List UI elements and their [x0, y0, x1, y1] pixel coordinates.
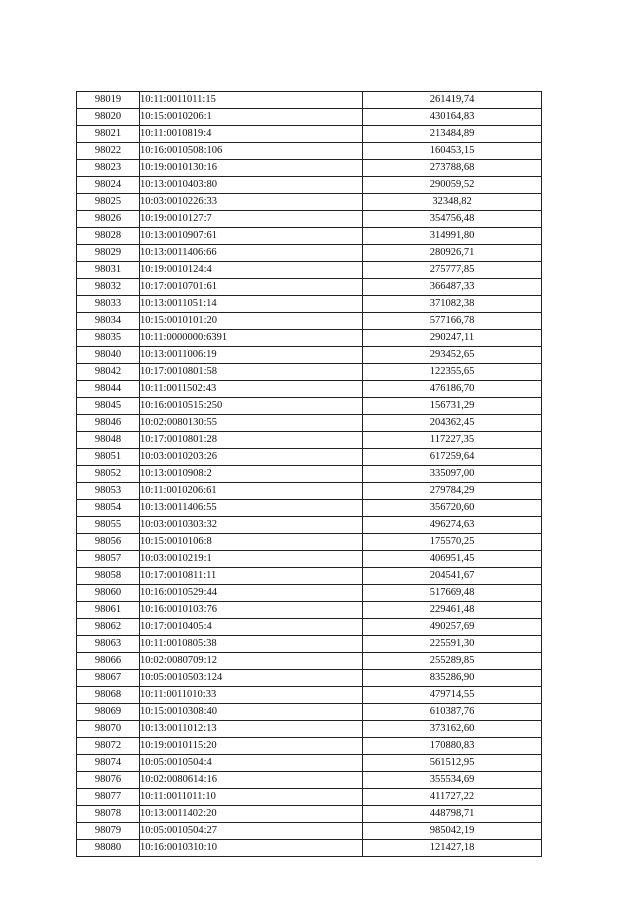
table-row	[77, 840, 542, 857]
table-row	[77, 415, 542, 432]
row-number-cell: 98026	[77, 211, 140, 228]
amount-cell: 290059,52	[363, 177, 542, 194]
cadastral-code-cell: 10:16:0010103:76	[140, 602, 363, 619]
cadastral-code-cell: 10:16:0010310:10	[140, 840, 363, 857]
row-number-cell: 98077	[77, 789, 140, 806]
cadastral-code-cell: 10:11:0000000:6391	[140, 330, 363, 347]
cadastral-code-cell: 10:17:0010701:61	[140, 279, 363, 296]
table-row	[77, 551, 542, 568]
amount-cell: 175570,25	[363, 534, 542, 551]
table-row	[77, 194, 542, 211]
row-number-cell: 98063	[77, 636, 140, 653]
row-number-cell: 98080	[77, 840, 140, 857]
row-number-cell: 98034	[77, 313, 140, 330]
amount-cell: 610387,76	[363, 704, 542, 721]
amount-cell: 293452,65	[363, 347, 542, 364]
table-row	[77, 755, 542, 772]
table-row	[77, 160, 542, 177]
row-number-cell: 98072	[77, 738, 140, 755]
cadastral-code-cell: 10:17:0010405:4	[140, 619, 363, 636]
cadastral-code-cell: 10:16:0010515:250	[140, 398, 363, 415]
cadastral-code-cell: 10:03:0010219:1	[140, 551, 363, 568]
row-number-cell: 98074	[77, 755, 140, 772]
row-number-cell: 98019	[77, 92, 140, 109]
cadastral-code-cell: 10:13:0011402:20	[140, 806, 363, 823]
row-number-cell: 98046	[77, 415, 140, 432]
row-number-cell: 98025	[77, 194, 140, 211]
row-number-cell: 98069	[77, 704, 140, 721]
cadastral-code-cell: 10:13:0010403:80	[140, 177, 363, 194]
table-row	[77, 211, 542, 228]
cadastral-code-cell: 10:03:0010203:26	[140, 449, 363, 466]
amount-cell: 280926,71	[363, 245, 542, 262]
amount-cell: 255289,85	[363, 653, 542, 670]
table-row	[77, 636, 542, 653]
table-row	[77, 670, 542, 687]
table-row	[77, 279, 542, 296]
row-number-cell: 98070	[77, 721, 140, 738]
row-number-cell: 98076	[77, 772, 140, 789]
register-table	[76, 91, 542, 857]
table-row	[77, 296, 542, 313]
cadastral-code-cell: 10:19:0010130:16	[140, 160, 363, 177]
table-row	[77, 466, 542, 483]
cadastral-code-cell: 10:13:0011406:55	[140, 500, 363, 517]
row-number-cell: 98028	[77, 228, 140, 245]
table-row	[77, 721, 542, 738]
row-number-cell: 98048	[77, 432, 140, 449]
cadastral-code-cell: 10:11:0011011:15	[140, 92, 363, 109]
cadastral-code-cell: 10:19:0010124:4	[140, 262, 363, 279]
amount-cell: 170880,83	[363, 738, 542, 755]
row-number-cell: 98062	[77, 619, 140, 636]
row-number-cell: 98044	[77, 381, 140, 398]
row-number-cell: 98020	[77, 109, 140, 126]
amount-cell: 561512,95	[363, 755, 542, 772]
cadastral-code-cell: 10:19:0010115:20	[140, 738, 363, 755]
row-number-cell: 98045	[77, 398, 140, 415]
table-row	[77, 585, 542, 602]
row-number-cell: 98061	[77, 602, 140, 619]
row-number-cell: 98068	[77, 687, 140, 704]
cadastral-code-cell: 10:15:0010101:20	[140, 313, 363, 330]
table-row	[77, 143, 542, 160]
row-number-cell: 98029	[77, 245, 140, 262]
cadastral-code-cell: 10:13:0010908:2	[140, 466, 363, 483]
amount-cell: 204541,67	[363, 568, 542, 585]
amount-cell: 517669,48	[363, 585, 542, 602]
row-number-cell: 98042	[77, 364, 140, 381]
amount-cell: 314991,80	[363, 228, 542, 245]
row-number-cell: 98058	[77, 568, 140, 585]
amount-cell: 160453,15	[363, 143, 542, 160]
row-number-cell: 98051	[77, 449, 140, 466]
cadastral-code-cell: 10:17:0010801:58	[140, 364, 363, 381]
amount-cell: 985042,19	[363, 823, 542, 840]
amount-cell: 406951,45	[363, 551, 542, 568]
table-row	[77, 687, 542, 704]
cadastral-code-cell: 10:05:0010504:4	[140, 755, 363, 772]
row-number-cell: 98066	[77, 653, 140, 670]
cadastral-code-cell: 10:02:0080130:55	[140, 415, 363, 432]
row-number-cell: 98032	[77, 279, 140, 296]
row-number-cell: 98022	[77, 143, 140, 160]
row-number-cell: 98057	[77, 551, 140, 568]
table-row	[77, 534, 542, 551]
cadastral-code-cell: 10:11:0010819:4	[140, 126, 363, 143]
cadastral-code-cell: 10:03:0010226:33	[140, 194, 363, 211]
table-row	[77, 500, 542, 517]
cadastral-code-cell: 10:13:0010907:61	[140, 228, 363, 245]
cadastral-code-cell: 10:13:0011012:13	[140, 721, 363, 738]
table-row	[77, 398, 542, 415]
row-number-cell: 98078	[77, 806, 140, 823]
cadastral-code-cell: 10:02:0080709:12	[140, 653, 363, 670]
table-row	[77, 823, 542, 840]
table-row	[77, 364, 542, 381]
amount-cell: 204362,45	[363, 415, 542, 432]
amount-cell: 275777,85	[363, 262, 542, 279]
amount-cell: 835286,90	[363, 670, 542, 687]
amount-cell: 261419,74	[363, 92, 542, 109]
table-row	[77, 517, 542, 534]
amount-cell: 279784,29	[363, 483, 542, 500]
amount-cell: 479714,55	[363, 687, 542, 704]
amount-cell: 617259,64	[363, 449, 542, 466]
row-number-cell: 98035	[77, 330, 140, 347]
amount-cell: 273788,68	[363, 160, 542, 177]
cadastral-code-cell: 10:11:0010805:38	[140, 636, 363, 653]
amount-cell: 356720,60	[363, 500, 542, 517]
amount-cell: 355534,69	[363, 772, 542, 789]
amount-cell: 373162,60	[363, 721, 542, 738]
amount-cell: 117227,35	[363, 432, 542, 449]
amount-cell: 354756,48	[363, 211, 542, 228]
cadastral-code-cell: 10:11:0011011:10	[140, 789, 363, 806]
cadastral-code-cell: 10:17:0010801:28	[140, 432, 363, 449]
cadastral-code-cell: 10:05:0010503:124	[140, 670, 363, 687]
amount-cell: 335097,00	[363, 466, 542, 483]
table-row	[77, 483, 542, 500]
row-number-cell: 98052	[77, 466, 140, 483]
table-row	[77, 313, 542, 330]
cadastral-code-cell: 10:11:0011010:33	[140, 687, 363, 704]
cadastral-code-cell: 10:19:0010127:7	[140, 211, 363, 228]
table-row	[77, 126, 542, 143]
table-row	[77, 449, 542, 466]
row-number-cell: 98060	[77, 585, 140, 602]
amount-cell: 577166,78	[363, 313, 542, 330]
cadastral-code-cell: 10:02:0080614:16	[140, 772, 363, 789]
amount-cell: 490257,69	[363, 619, 542, 636]
cadastral-code-cell: 10:15:0010106:8	[140, 534, 363, 551]
table-row	[77, 245, 542, 262]
row-number-cell: 98053	[77, 483, 140, 500]
table-row	[77, 653, 542, 670]
row-number-cell: 98054	[77, 500, 140, 517]
row-number-cell: 98021	[77, 126, 140, 143]
cadastral-code-cell: 10:05:0010504:27	[140, 823, 363, 840]
amount-cell: 366487,33	[363, 279, 542, 296]
cadastral-code-cell: 10:11:0010206:61	[140, 483, 363, 500]
table-row	[77, 109, 542, 126]
row-number-cell: 98023	[77, 160, 140, 177]
cadastral-code-cell: 10:17:0010811:11	[140, 568, 363, 585]
row-number-cell: 98031	[77, 262, 140, 279]
amount-cell: 213484,89	[363, 126, 542, 143]
amount-cell: 371082,38	[363, 296, 542, 313]
table-row	[77, 92, 542, 109]
cadastral-code-cell: 10:16:0010529:44	[140, 585, 363, 602]
table-row	[77, 704, 542, 721]
amount-cell: 411727,22	[363, 789, 542, 806]
amount-cell: 496274,63	[363, 517, 542, 534]
row-number-cell: 98067	[77, 670, 140, 687]
row-number-cell: 98024	[77, 177, 140, 194]
table-row	[77, 177, 542, 194]
cadastral-code-cell: 10:13:0011051:14	[140, 296, 363, 313]
table-row	[77, 619, 542, 636]
amount-cell: 229461,48	[363, 602, 542, 619]
table-row	[77, 262, 542, 279]
amount-cell: 32348,82	[363, 194, 542, 211]
row-number-cell: 98040	[77, 347, 140, 364]
amount-cell: 430164,83	[363, 109, 542, 126]
table-row	[77, 381, 542, 398]
cadastral-code-cell: 10:16:0010508:106	[140, 143, 363, 160]
register-table-body	[77, 92, 542, 857]
table-row	[77, 789, 542, 806]
table-row	[77, 602, 542, 619]
table-row	[77, 228, 542, 245]
amount-cell: 448798,71	[363, 806, 542, 823]
row-number-cell: 98056	[77, 534, 140, 551]
table-row	[77, 432, 542, 449]
amount-cell: 225591,30	[363, 636, 542, 653]
amount-cell: 476186,70	[363, 381, 542, 398]
cadastral-code-cell: 10:15:0010206:1	[140, 109, 363, 126]
cadastral-code-cell: 10:15:0010308:40	[140, 704, 363, 721]
table-row	[77, 347, 542, 364]
cadastral-code-cell: 10:13:0011406:66	[140, 245, 363, 262]
row-number-cell: 98055	[77, 517, 140, 534]
table-row	[77, 738, 542, 755]
amount-cell: 122355,65	[363, 364, 542, 381]
cadastral-code-cell: 10:11:0011502:43	[140, 381, 363, 398]
amount-cell: 121427,18	[363, 840, 542, 857]
cadastral-code-cell: 10:13:0011006:19	[140, 347, 363, 364]
amount-cell: 290247,11	[363, 330, 542, 347]
table-row	[77, 568, 542, 585]
table-row	[77, 772, 542, 789]
amount-cell: 156731,29	[363, 398, 542, 415]
row-number-cell: 98079	[77, 823, 140, 840]
table-row	[77, 330, 542, 347]
table-row	[77, 806, 542, 823]
row-number-cell: 98033	[77, 296, 140, 313]
cadastral-code-cell: 10:03:0010303:32	[140, 517, 363, 534]
